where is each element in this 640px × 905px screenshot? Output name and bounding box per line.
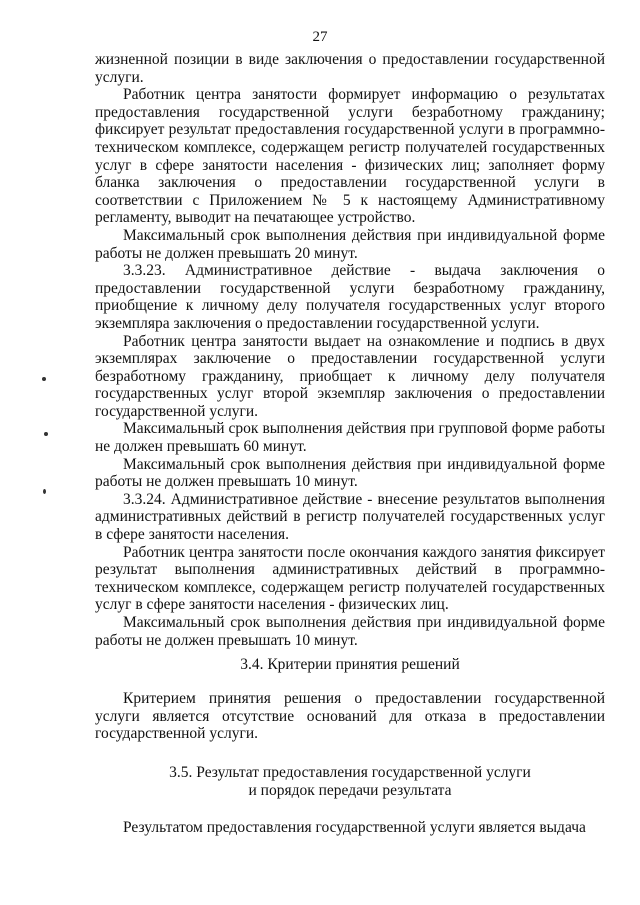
section-heading-3-5 — [95, 764, 605, 800]
paragraph-action-3-3-24: 3.3.24. Административное действие - внесение результатов выполнения административных действий в регистр получателей государственных услуг в сфере занятости населения. — [95, 490, 605, 544]
scan-mark — [44, 432, 48, 436]
paragraph: Работник центра занятости выдает на ознакомление и подпись в двух экземплярах заключение о предоставлении государственной услуги безработному гражданину, приобщает к личному делу получателя государственных услуг второй экземпляр заключения о предоставлении государственной услуги. — [95, 332, 605, 420]
paragraph: Работник центра занятости формирует информацию о результатах предоставления государственной услуги безработному гражданину; фиксирует результат предоставления государственной услуги в программно-техническом комплексе, содержащем регистр получателей государственных услуг в сфере занятости населения - физических лиц; заполняет форму бланка заключения о предоставлении государственной услуги в соответствии с Приложением № 5 к настоящему Административному регламенту, выводит на печатающее устройство. — [95, 86, 605, 227]
heading-line: и порядок передачи результата — [248, 782, 452, 799]
paragraph: Работник центра занятости после окончания каждого занятия фиксирует результат выполнения административных действий в программно-техническом комплексе, содержащем регистр получателей государственных услуг в сфере занятости населения - физических лиц. — [95, 543, 605, 614]
scan-mark — [42, 377, 46, 381]
section-heading-3-4: 3.4. Критерии принятия решений — [240, 656, 460, 673]
scan-mark — [43, 489, 46, 494]
section-3-5-text — [95, 819, 605, 837]
paragraph: Результатом предоставления государственной услуги является выдача — [123, 819, 586, 836]
paragraph: Максимальный срок выполнения действия при индивидуальной форме работы не должен превышать 10 минут. — [95, 455, 605, 491]
paragraph-action-3-3-23: 3.3.23. Административное действие - выдача заключения о предоставлении государственной услуги безработному гражданину, приобщение к личному делу получателя государственных услуг второго экземпляра заключения о предоставлении государственной услуги. — [95, 262, 605, 332]
paragraph-continuation: жизненной позиции в виде заключения о предоставлении государственной услуги. — [95, 51, 605, 86]
paragraph: Критерием принятия решения о предоставлении государственной услуги является отсутствие оснований для отказа в предоставлении государственной услуги. — [95, 690, 605, 743]
section-3-4-text — [95, 690, 605, 743]
paragraph: Максимальный срок выполнения действия при индивидуальной форме работы не должен превышать 10 минут. — [95, 614, 605, 649]
paragraph: Максимальный срок выполнения действия при индивидуальной форме работы не должен превышать 20 минут. — [95, 226, 605, 262]
heading-line: 3.5. Результат предоставления государственной услуги — [169, 764, 531, 781]
page-number: 27 — [312, 29, 328, 45]
paragraph: Максимальный срок выполнения действия при групповой форме работы не должен превышать 60 минут. — [95, 420, 605, 456]
body-text — [95, 51, 605, 649]
